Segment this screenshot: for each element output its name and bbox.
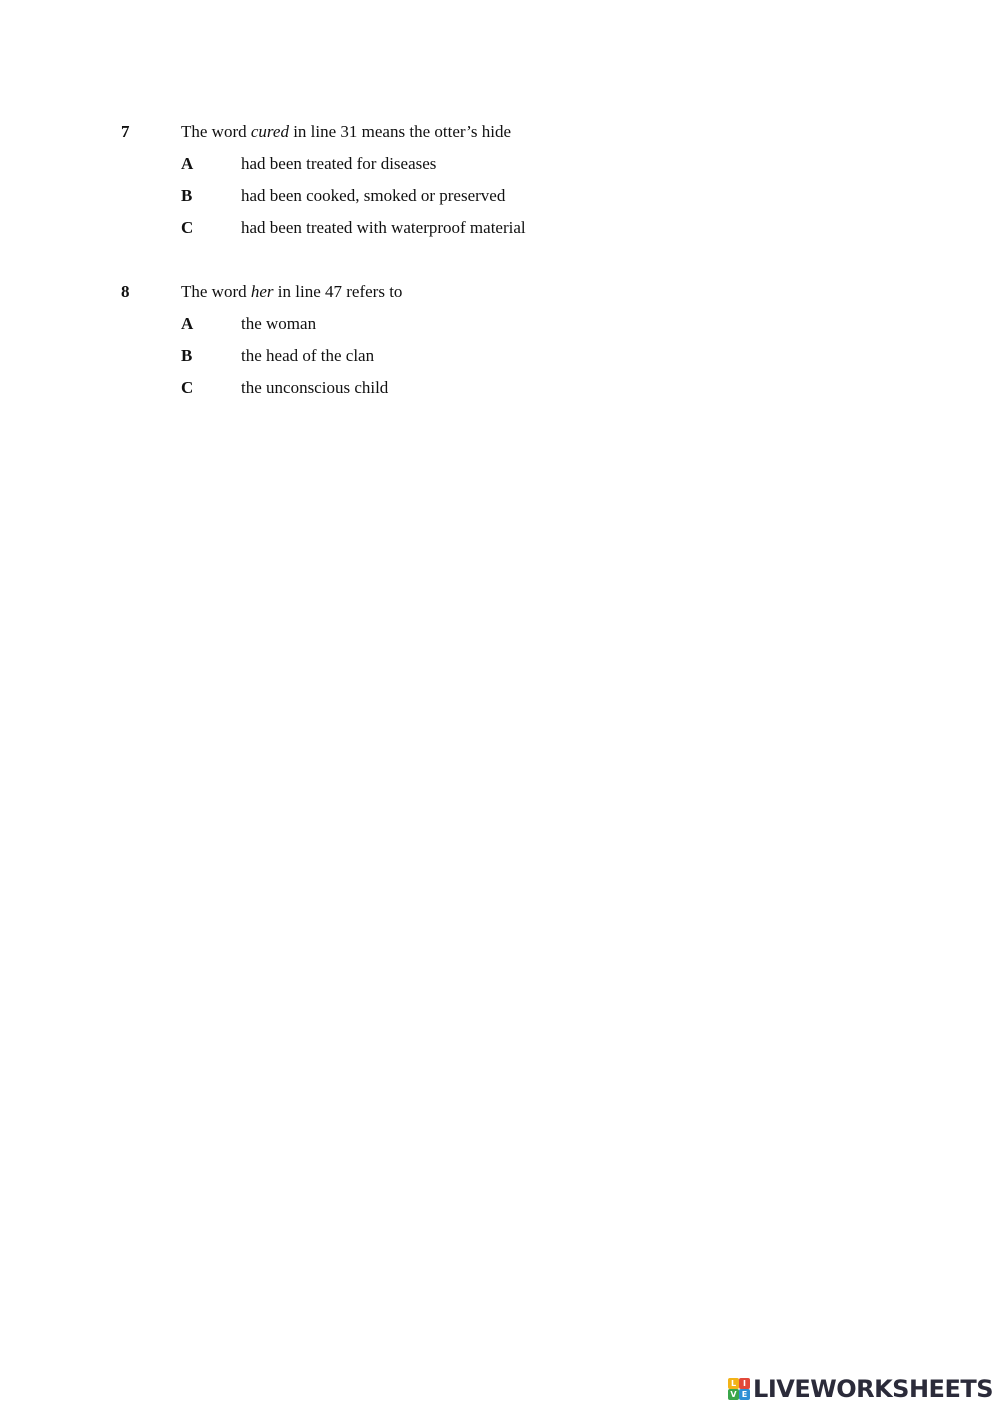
option-c[interactable] bbox=[0, 215, 1000, 240]
logo-tile-v: V bbox=[728, 1389, 739, 1400]
question-8 bbox=[0, 279, 1000, 400]
stem-emphasis: her bbox=[250, 282, 274, 301]
question-stem bbox=[181, 119, 511, 144]
option-a[interactable] bbox=[0, 151, 1000, 176]
stem-before: The word bbox=[181, 282, 251, 301]
option-text: the woman bbox=[241, 314, 317, 333]
stem-after: in line 31 means the otter’s hide bbox=[288, 122, 512, 141]
option-b[interactable] bbox=[0, 183, 1000, 208]
stem-after: in line 47 refers to bbox=[273, 282, 403, 301]
logo-tile-e: E bbox=[739, 1389, 750, 1400]
option-b[interactable] bbox=[0, 343, 1000, 368]
option-letter: B bbox=[181, 346, 193, 365]
option-text: had been treated with waterproof material bbox=[241, 218, 526, 237]
question-7 bbox=[0, 119, 1000, 240]
option-text: had been cooked, smoked or preserved bbox=[241, 186, 506, 205]
option-letter: A bbox=[181, 314, 194, 333]
question-line bbox=[0, 119, 1000, 144]
question-number: 7 bbox=[121, 122, 130, 141]
logo-tile-i: I bbox=[739, 1378, 750, 1389]
option-letter: C bbox=[181, 378, 194, 397]
option-text: the unconscious child bbox=[241, 378, 389, 397]
question-number: 8 bbox=[121, 282, 130, 301]
stem-before: The word bbox=[181, 122, 251, 141]
option-letter: B bbox=[181, 186, 193, 205]
logo-wordmark: LIVEWORKSHEETS bbox=[753, 1375, 993, 1403]
liveworksheets-logo bbox=[728, 1374, 993, 1404]
option-text: had been treated for diseases bbox=[241, 154, 437, 173]
logo-tile-l: L bbox=[728, 1378, 739, 1389]
question-line bbox=[0, 279, 1000, 304]
option-letter: C bbox=[181, 218, 194, 237]
liveworksheets-logo-icon bbox=[728, 1378, 750, 1400]
option-c[interactable] bbox=[0, 375, 1000, 400]
stem-emphasis: cured bbox=[250, 122, 289, 141]
option-text: the head of the clan bbox=[241, 346, 375, 365]
option-letter: A bbox=[181, 154, 194, 173]
option-a[interactable] bbox=[0, 311, 1000, 336]
question-stem bbox=[181, 279, 402, 304]
